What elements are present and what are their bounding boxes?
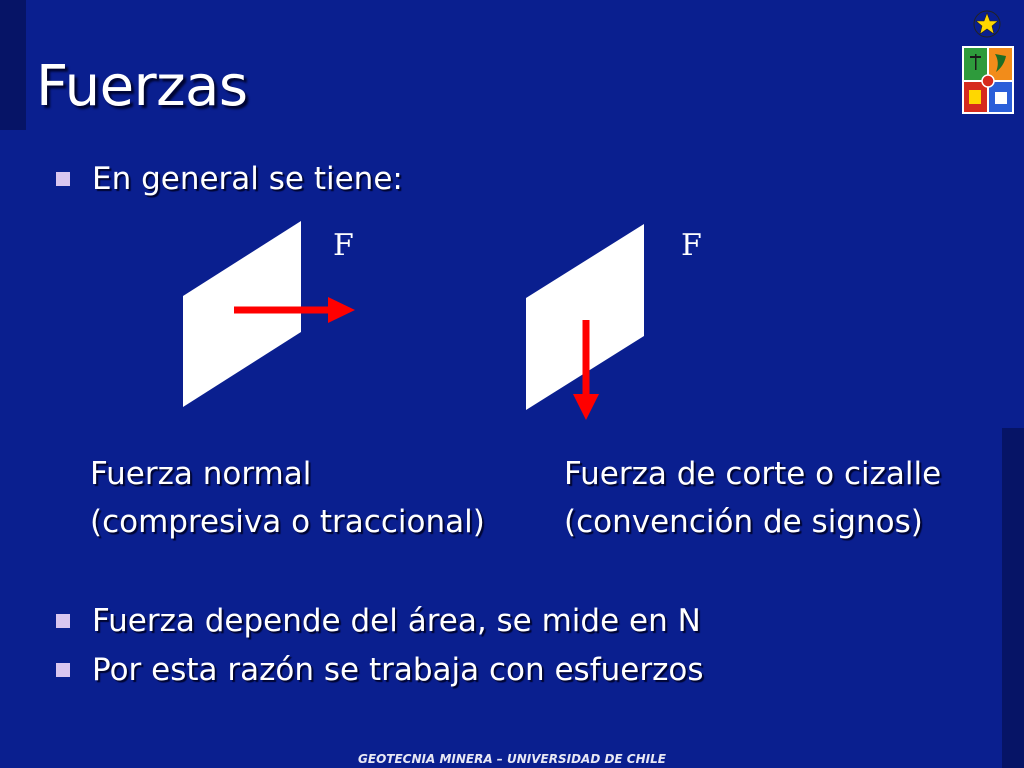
normal-caption-line2: (compresiva o traccional) <box>90 504 485 540</box>
bullet-item <box>56 601 701 641</box>
normal-plane <box>183 221 301 407</box>
slide-title: Fuerzas <box>36 54 248 119</box>
bullet-text: Fuerza depende del área, se mide en N <box>92 603 701 639</box>
normal-force-label: F <box>333 228 354 263</box>
bullet-square-icon <box>56 614 70 628</box>
bullet-item <box>56 650 703 690</box>
normal-caption-line1: Fuerza normal <box>90 456 312 492</box>
bullet-text: En general se tiene: <box>92 161 403 197</box>
shear-force-arrowhead <box>573 394 599 420</box>
shear-caption-line1: Fuerza de corte o cizalle <box>564 456 942 492</box>
normal-force-arrowhead <box>328 297 355 323</box>
bullet-text: Por esta razón se trabaja con esfuerzos <box>92 652 704 688</box>
shear-force-label: F <box>681 228 702 263</box>
bullet-square-icon <box>56 663 70 677</box>
slide-footer: GEOTECNIA MINERA – UNIVERSIDAD DE CHILE <box>358 752 666 766</box>
shear-caption-line2: (convención de signos) <box>564 504 923 540</box>
